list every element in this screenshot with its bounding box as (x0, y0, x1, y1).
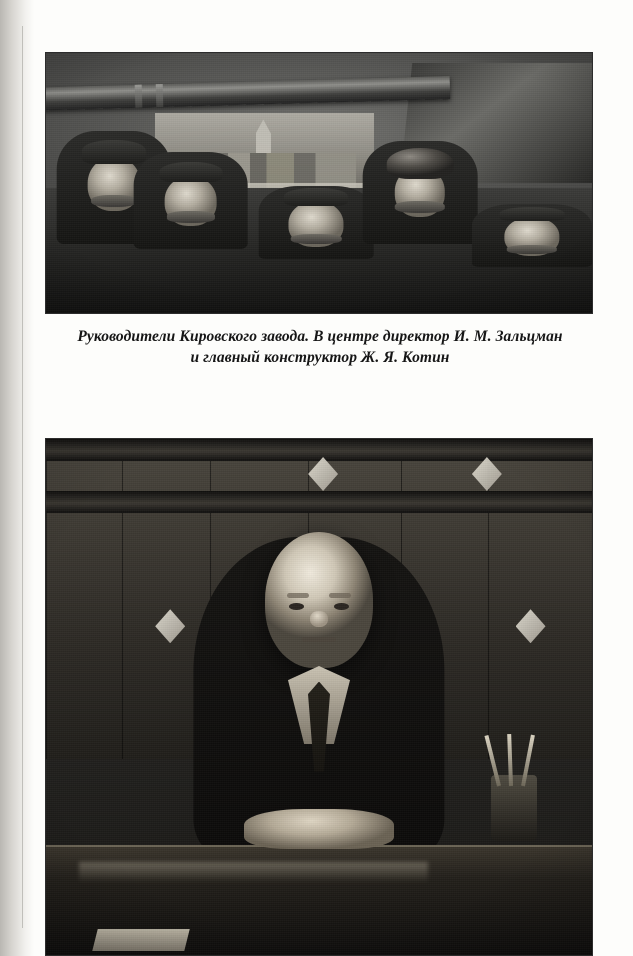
caption-line-2: и главный конструктор Ж. Я. Котин (190, 348, 450, 366)
figure-top (45, 52, 593, 314)
page-gutter-shadow (0, 0, 34, 956)
wood-panel (488, 439, 593, 759)
person-4 (363, 141, 478, 313)
eyebrow-right (329, 593, 351, 598)
nose (310, 611, 328, 627)
desk-paper (92, 929, 189, 951)
barrel-ring (135, 84, 143, 108)
clasped-hands (244, 809, 394, 849)
eye-right (334, 603, 349, 610)
ceiling-beam (46, 439, 592, 461)
figure-bottom (45, 438, 593, 956)
town-spire (256, 119, 271, 161)
figure-top-caption (45, 327, 595, 369)
barrel-ring (156, 84, 164, 108)
photo-frame-top (45, 52, 593, 314)
seated-man-head (265, 532, 373, 668)
photo-frame-bottom (45, 438, 593, 956)
desk (46, 845, 592, 955)
eye-left (289, 603, 304, 610)
pen-holder (491, 775, 537, 841)
person-5 (472, 204, 592, 313)
person-3-center-director (259, 186, 374, 313)
mouth (302, 637, 336, 642)
eyebrow-left (287, 593, 309, 598)
wall-molding (46, 491, 592, 513)
desk-reflection (79, 862, 428, 884)
person-2 (133, 152, 248, 313)
caption-line-1: Руководители Кировского завода. В центре директор И. М. Зальцман (77, 328, 563, 345)
page-edge-line (22, 26, 23, 928)
wood-panel (46, 439, 124, 759)
